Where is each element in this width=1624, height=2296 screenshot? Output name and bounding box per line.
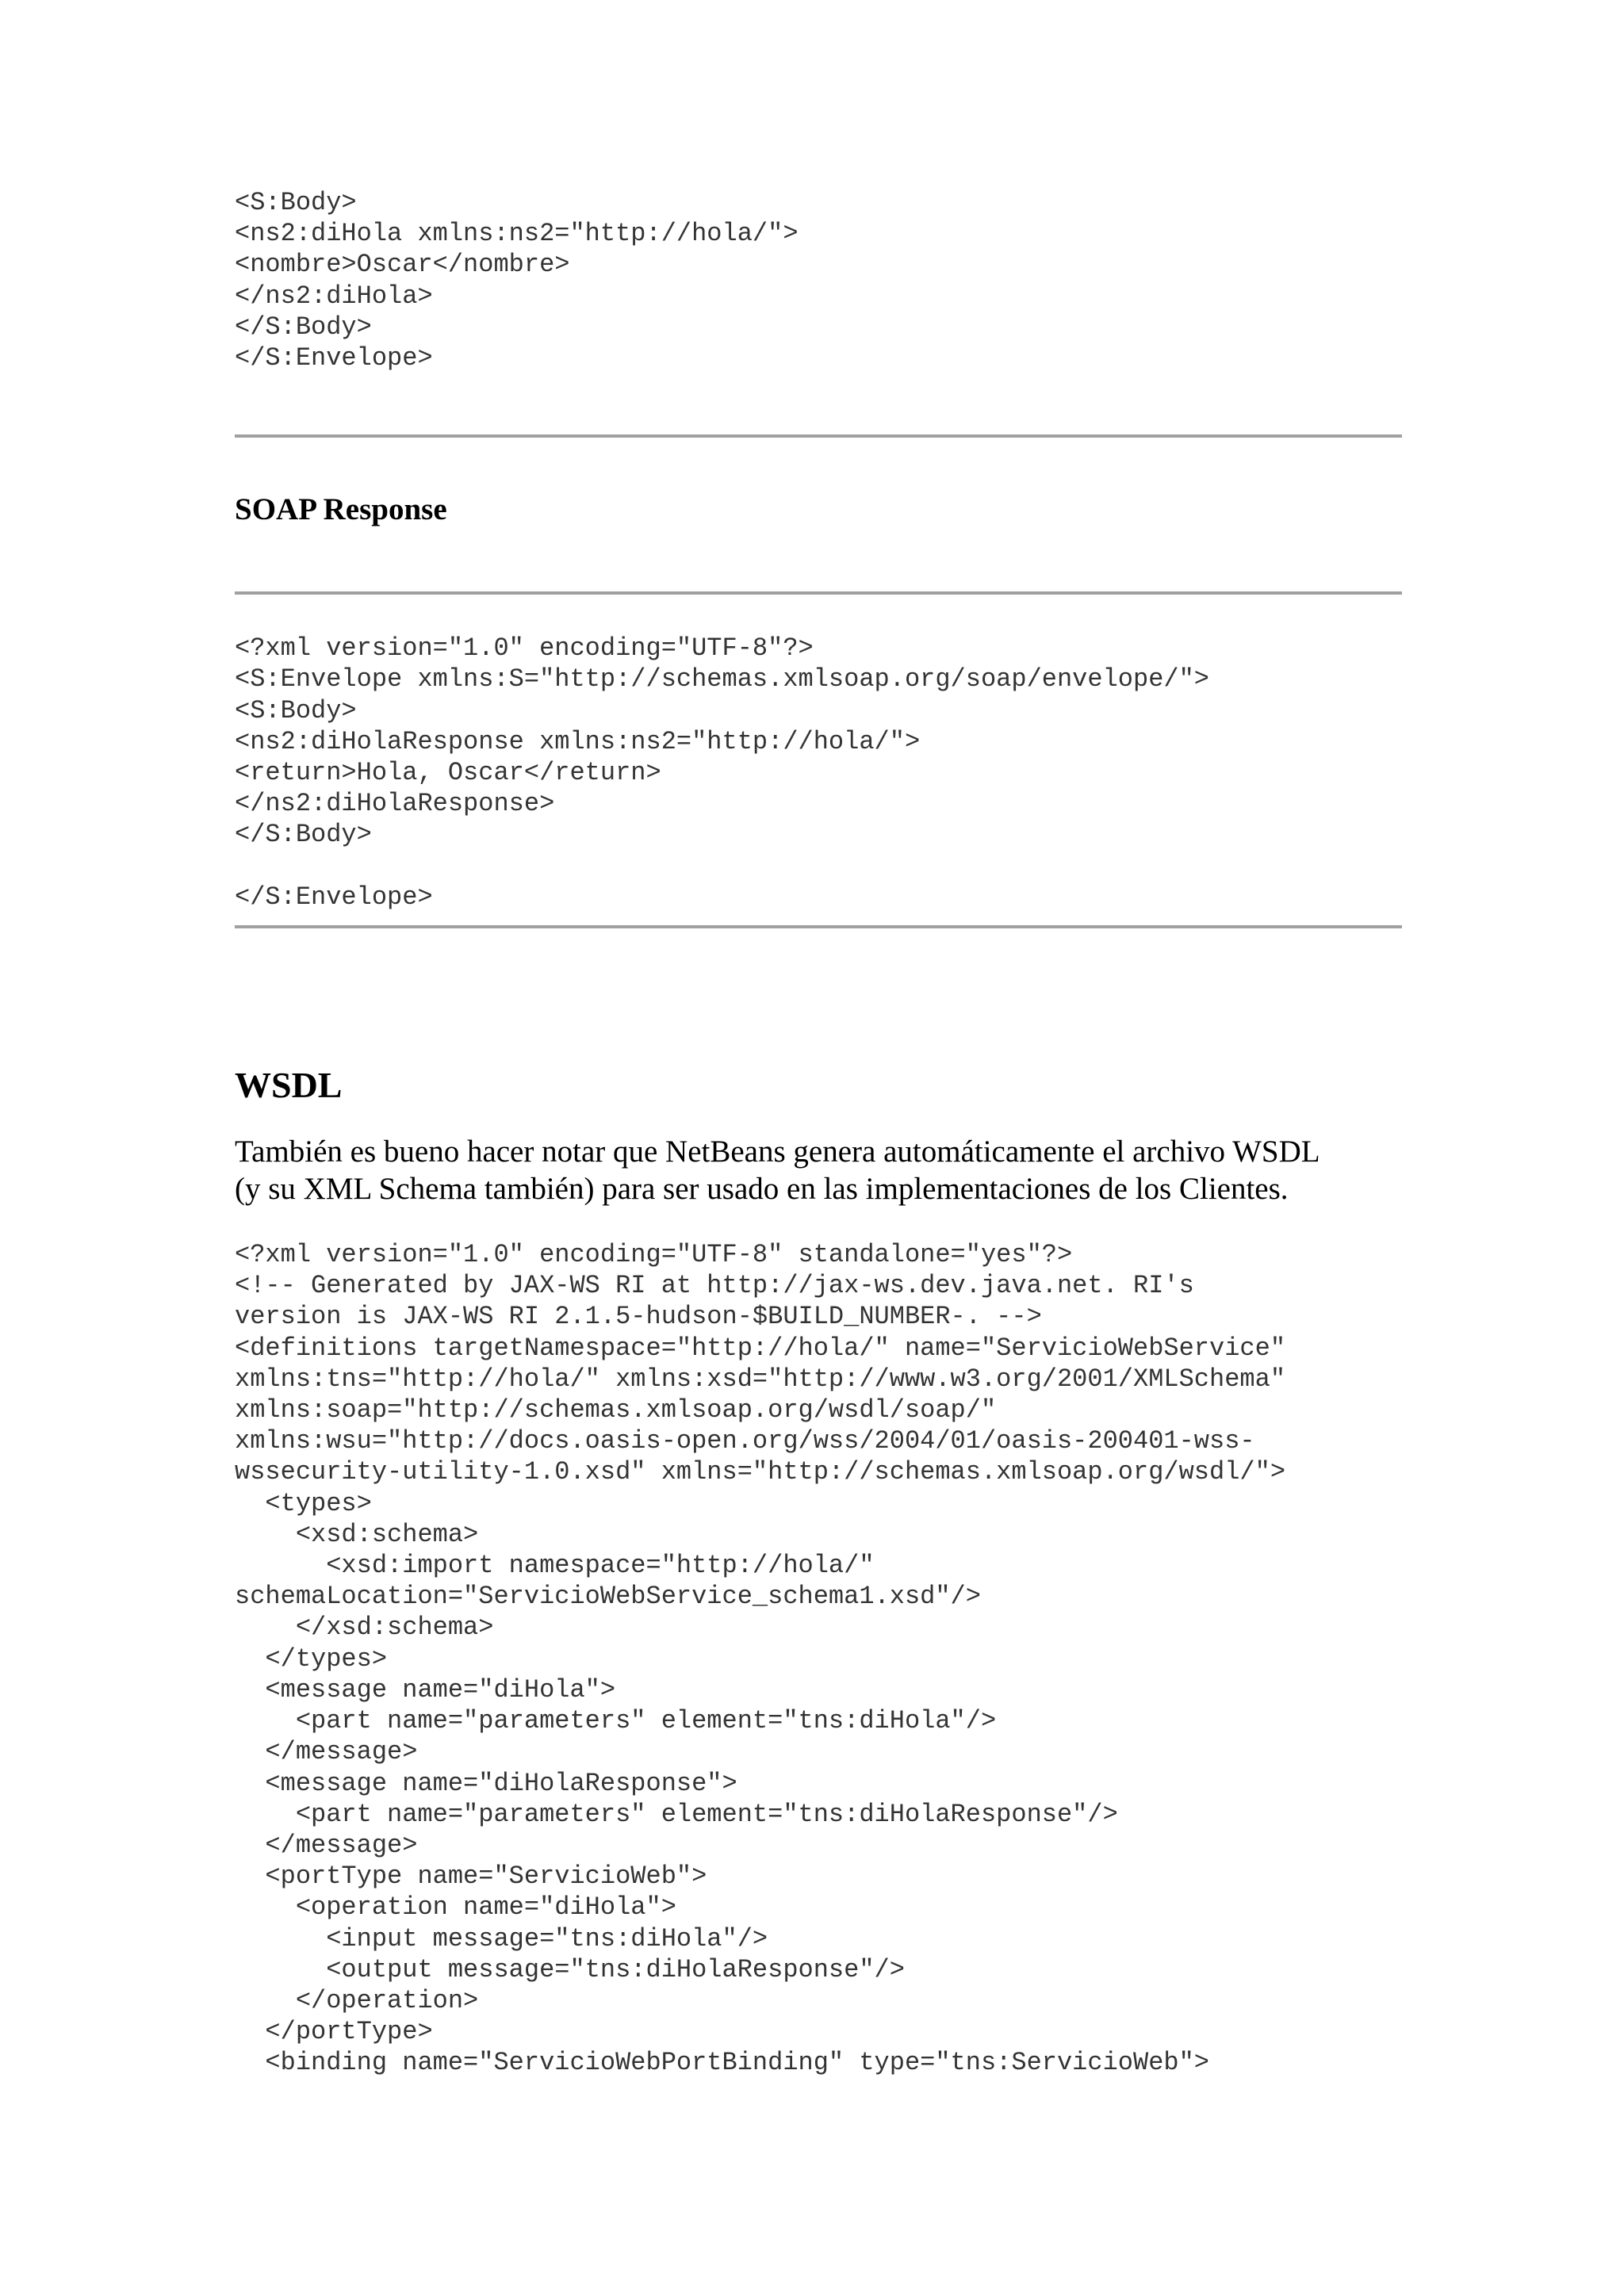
document-page — [235, 187, 1402, 2079]
text-line: schemaLocation="ServicioWebService_schema1.xsd"/> — [235, 1582, 981, 1612]
text-line: (y su XML Schema también) para ser usado en las implementaciones de los Clientes. — [235, 1172, 1289, 1207]
text-line: También es bueno hacer notar que NetBeans genera automáticamente el archivo WSDL — [235, 1135, 1320, 1169]
text-line: <return>Hola, Oscar</return> — [235, 758, 661, 788]
text-line: <S:Envelope xmlns:S="http://schemas.xmlsoap.org/soap/envelope/"> — [235, 664, 1209, 695]
soap-request-code-tail — [235, 187, 1402, 373]
text-line: <ns2:diHolaResponse xmlns:ns2="http://hola/"> — [235, 726, 921, 756]
text-line: <part name="parameters" element="tns:diHolaResponse"/> — [235, 1799, 1118, 1829]
text-line: <message name="diHola"> — [235, 1674, 616, 1705]
text-line: <portType name="ServicioWeb"> — [235, 1862, 707, 1892]
text-line: version is JAX-WS RI 2.1.5-hudson-$BUILD_NUMBER-. --> — [235, 1302, 1042, 1332]
text-line: <xsd:import namespace="http://hola/" — [235, 1551, 875, 1581]
text-line: <S:Body> — [235, 695, 357, 725]
text-line: <ns2:diHola xmlns:ns2="http://hola/"> — [235, 219, 799, 249]
text-line: <message name="diHolaResponse"> — [235, 1768, 737, 1798]
text-line: xmlns:wsu="http://docs.oasis-open.org/wss/2004/01/oasis-200401-wss- — [235, 1426, 1255, 1456]
text-line: </ns2:diHolaResponse> — [235, 789, 555, 819]
text-line: </portType> — [235, 2017, 433, 2047]
text-line: </operation> — [235, 1985, 479, 2015]
text-line: </message> — [235, 1830, 418, 1860]
text-line: xmlns:tns="http://hola/" xmlns:xsd="http://www.w3.org/2001/XMLSchema" — [235, 1364, 1286, 1394]
text-line: </S:Envelope> — [235, 882, 433, 912]
wsdl-description — [235, 1133, 1402, 1207]
soap-response-code — [235, 633, 1402, 913]
text-line: </S:Envelope> — [235, 343, 433, 373]
text-line: <?xml version="1.0" encoding="UTF-8"?> — [235, 633, 814, 664]
text-line: <part name="parameters" element="tns:diHola"/> — [235, 1706, 997, 1736]
text-line: wssecurity-utility-1.0.xsd" xmlns="http://schemas.xmlsoap.org/wsdl/"> — [235, 1457, 1286, 1487]
text-line: <output message="tns:diHolaResponse"/> — [235, 1954, 905, 1984]
text-line: </xsd:schema> — [235, 1613, 494, 1643]
text-line: <types> — [235, 1488, 372, 1518]
text-line: xmlns:soap="http://schemas.xmlsoap.org/wsdl/soap/" — [235, 1395, 997, 1425]
text-line: </ns2:diHola> — [235, 281, 433, 311]
text-line: <?xml version="1.0" encoding="UTF-8" standalone="yes"?> — [235, 1240, 1073, 1270]
text-line: <S:Body> — [235, 188, 357, 217]
wsdl-heading: WSDL — [235, 1065, 343, 1106]
text-line: <definitions targetNamespace="http://hola/" name="ServicioWebService" — [235, 1333, 1286, 1363]
text-line: </S:Body> — [235, 312, 372, 342]
text-line: </message> — [235, 1737, 418, 1767]
text-line: <input message="tns:diHola"/> — [235, 1923, 768, 1954]
text-line: </S:Body> — [235, 820, 372, 850]
soap-response-heading: SOAP Response — [235, 492, 447, 527]
text-line: <!-- Generated by JAX-WS RI at http://jax-ws.dev.java.net. RI's — [235, 1271, 1194, 1301]
text-line: </types> — [235, 1644, 388, 1674]
text-line: <xsd:schema> — [235, 1519, 479, 1549]
text-line — [235, 851, 250, 881]
wsdl-code — [235, 1239, 1402, 2078]
text-line: <binding name="ServicioWebPortBinding" type="tns:ServicioWeb"> — [235, 2048, 1209, 2078]
text-line: <nombre>Oscar</nombre> — [235, 250, 570, 280]
text-line: <operation name="diHola"> — [235, 1892, 676, 1923]
